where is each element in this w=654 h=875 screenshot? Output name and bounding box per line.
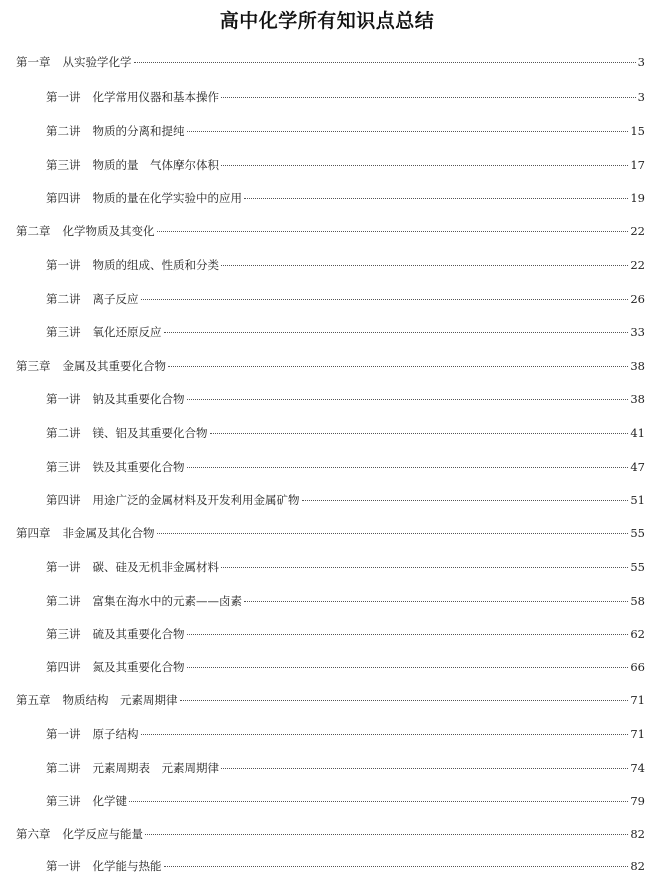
toc-title: 用途广泛的金属材料及开发利用金属矿物 <box>92 493 300 507</box>
toc-chapter[interactable] <box>16 224 645 238</box>
toc-title: 化学能与热能 <box>92 859 162 873</box>
toc-title: 金属及其重要化合物 <box>62 359 166 373</box>
dot-leader <box>180 700 629 701</box>
toc-page-number: 22 <box>630 258 645 272</box>
toc-number: 第四章 <box>16 526 51 540</box>
toc-lecture[interactable] <box>46 627 645 641</box>
document-title: 高中化学所有知识点总结 <box>219 10 435 32</box>
toc-lecture[interactable] <box>46 392 645 406</box>
toc-title: 铁及其重要化合物 <box>92 460 185 474</box>
toc-page-number: 51 <box>630 493 645 507</box>
toc-page-number: 26 <box>630 292 645 306</box>
toc-title: 钠及其重要化合物 <box>92 392 185 406</box>
toc-title: 镁、铝及其重要化合物 <box>92 426 208 440</box>
toc-title: 物质的量在化学实验中的应用 <box>92 191 242 205</box>
toc-lecture[interactable] <box>46 859 645 873</box>
toc-number: 第二讲 <box>46 124 81 138</box>
dot-leader <box>187 467 629 468</box>
toc-number: 第二讲 <box>46 426 81 440</box>
toc-page-number: 74 <box>630 761 645 775</box>
dot-leader <box>187 131 629 132</box>
toc-page-number: 71 <box>630 727 645 741</box>
toc-title: 化学物质及其变化 <box>62 224 155 238</box>
toc-number: 第四讲 <box>46 493 81 507</box>
toc-page-number: 41 <box>630 426 645 440</box>
toc-title: 富集在海水中的元素——卤素 <box>92 594 242 608</box>
toc-page-number: 71 <box>630 693 645 707</box>
toc-number: 第三讲 <box>46 460 81 474</box>
toc-number: 第三讲 <box>46 158 81 172</box>
toc-page-number: 19 <box>630 191 645 205</box>
dot-leader <box>302 500 629 501</box>
toc-page-number: 15 <box>630 124 645 138</box>
toc-number: 第六章 <box>16 827 51 841</box>
toc-title: 硫及其重要化合物 <box>92 627 185 641</box>
toc-page-number: 38 <box>630 359 645 373</box>
toc-page-number: 62 <box>630 627 645 641</box>
dot-leader <box>157 231 629 232</box>
toc-title: 物质结构 元素周期律 <box>62 693 178 707</box>
dot-leader <box>187 399 629 400</box>
toc-lecture[interactable] <box>46 124 645 138</box>
toc-number: 第二讲 <box>46 594 81 608</box>
dot-leader <box>157 533 629 534</box>
toc-number: 第四讲 <box>46 660 81 674</box>
toc-number: 第四讲 <box>46 191 81 205</box>
dot-leader <box>164 866 629 867</box>
toc-page-number: 55 <box>630 526 645 540</box>
toc-page-number: 58 <box>630 594 645 608</box>
toc-title: 物质的量 气体摩尔体积 <box>92 158 219 172</box>
toc-page-number: 47 <box>630 460 645 474</box>
toc-title: 化学反应与能量 <box>62 827 143 841</box>
toc-chapter[interactable] <box>16 693 645 707</box>
toc-lecture[interactable] <box>46 560 645 574</box>
dot-leader <box>187 634 629 635</box>
toc-number: 第一讲 <box>46 560 81 574</box>
toc-number: 第一讲 <box>46 90 81 104</box>
dot-leader <box>221 165 628 166</box>
toc-number: 第一讲 <box>46 258 81 272</box>
toc-number: 第二讲 <box>46 761 81 775</box>
toc-lecture[interactable] <box>46 191 645 205</box>
dot-leader <box>221 97 636 98</box>
toc-number: 第一讲 <box>46 392 81 406</box>
toc-page-number: 3 <box>637 90 645 104</box>
toc-lecture[interactable] <box>46 158 645 172</box>
toc-chapter[interactable] <box>16 526 645 540</box>
toc-page-number: 66 <box>630 660 645 674</box>
dot-leader <box>221 567 628 568</box>
toc-chapter[interactable] <box>16 827 645 841</box>
toc-title: 离子反应 <box>92 292 139 306</box>
toc-lecture[interactable] <box>46 426 645 440</box>
toc-page-number: 82 <box>630 859 645 873</box>
toc-chapter[interactable] <box>16 55 645 69</box>
toc-title: 元素周期表 元素周期律 <box>92 761 219 775</box>
toc-number: 第二讲 <box>46 292 81 306</box>
dot-leader <box>221 265 628 266</box>
toc-title: 氧化还原反应 <box>92 325 162 339</box>
toc-lecture[interactable] <box>46 594 645 608</box>
dot-leader <box>221 768 628 769</box>
toc-number: 第三讲 <box>46 325 81 339</box>
toc-page-number: 22 <box>630 224 645 238</box>
toc-lecture[interactable] <box>46 325 645 339</box>
dot-leader <box>141 734 629 735</box>
toc-page-number: 33 <box>630 325 645 339</box>
toc-title: 从实验学化学 <box>62 55 132 69</box>
toc-chapter[interactable] <box>16 359 645 373</box>
toc-number: 第五章 <box>16 693 51 707</box>
toc-page-number: 82 <box>630 827 645 841</box>
toc-number: 第一讲 <box>46 727 81 741</box>
dot-leader <box>129 801 628 802</box>
dot-leader <box>210 433 629 434</box>
dot-leader <box>244 601 628 602</box>
toc-lecture[interactable] <box>46 258 645 272</box>
dot-leader <box>187 667 629 668</box>
dot-leader <box>164 332 629 333</box>
dot-leader <box>168 366 628 367</box>
dot-leader <box>145 834 628 835</box>
toc-lecture[interactable] <box>46 727 645 741</box>
toc-lecture[interactable] <box>46 794 645 808</box>
toc-title: 化学键 <box>92 794 127 808</box>
toc-lecture[interactable] <box>46 761 645 775</box>
toc-page-number: 79 <box>630 794 645 808</box>
toc-lecture[interactable] <box>46 292 645 306</box>
toc-number: 第二章 <box>16 224 51 238</box>
dot-leader <box>244 198 628 199</box>
toc-title: 非金属及其化合物 <box>62 526 155 540</box>
toc-title: 物质的分离和提纯 <box>92 124 185 138</box>
toc-lecture[interactable] <box>46 90 645 104</box>
dot-leader <box>134 62 636 63</box>
toc-page-number: 55 <box>630 560 645 574</box>
toc-number: 第三讲 <box>46 627 81 641</box>
toc-lecture[interactable] <box>46 660 645 674</box>
toc-title: 氮及其重要化合物 <box>92 660 185 674</box>
dot-leader <box>141 299 629 300</box>
toc-title: 原子结构 <box>92 727 139 741</box>
toc-page-number: 17 <box>630 158 645 172</box>
toc-number: 第三讲 <box>46 794 81 808</box>
toc-number: 第一讲 <box>46 859 81 873</box>
toc-lecture[interactable] <box>46 493 645 507</box>
toc-title: 碳、硅及无机非金属材料 <box>92 560 219 574</box>
toc-page-number: 3 <box>637 55 645 69</box>
toc-lecture[interactable] <box>46 460 645 474</box>
toc-title: 物质的组成、性质和分类 <box>92 258 219 272</box>
toc-title: 化学常用仪器和基本操作 <box>92 90 219 104</box>
toc-page-number: 38 <box>630 392 645 406</box>
toc-number: 第一章 <box>16 55 51 69</box>
toc-number: 第三章 <box>16 359 51 373</box>
